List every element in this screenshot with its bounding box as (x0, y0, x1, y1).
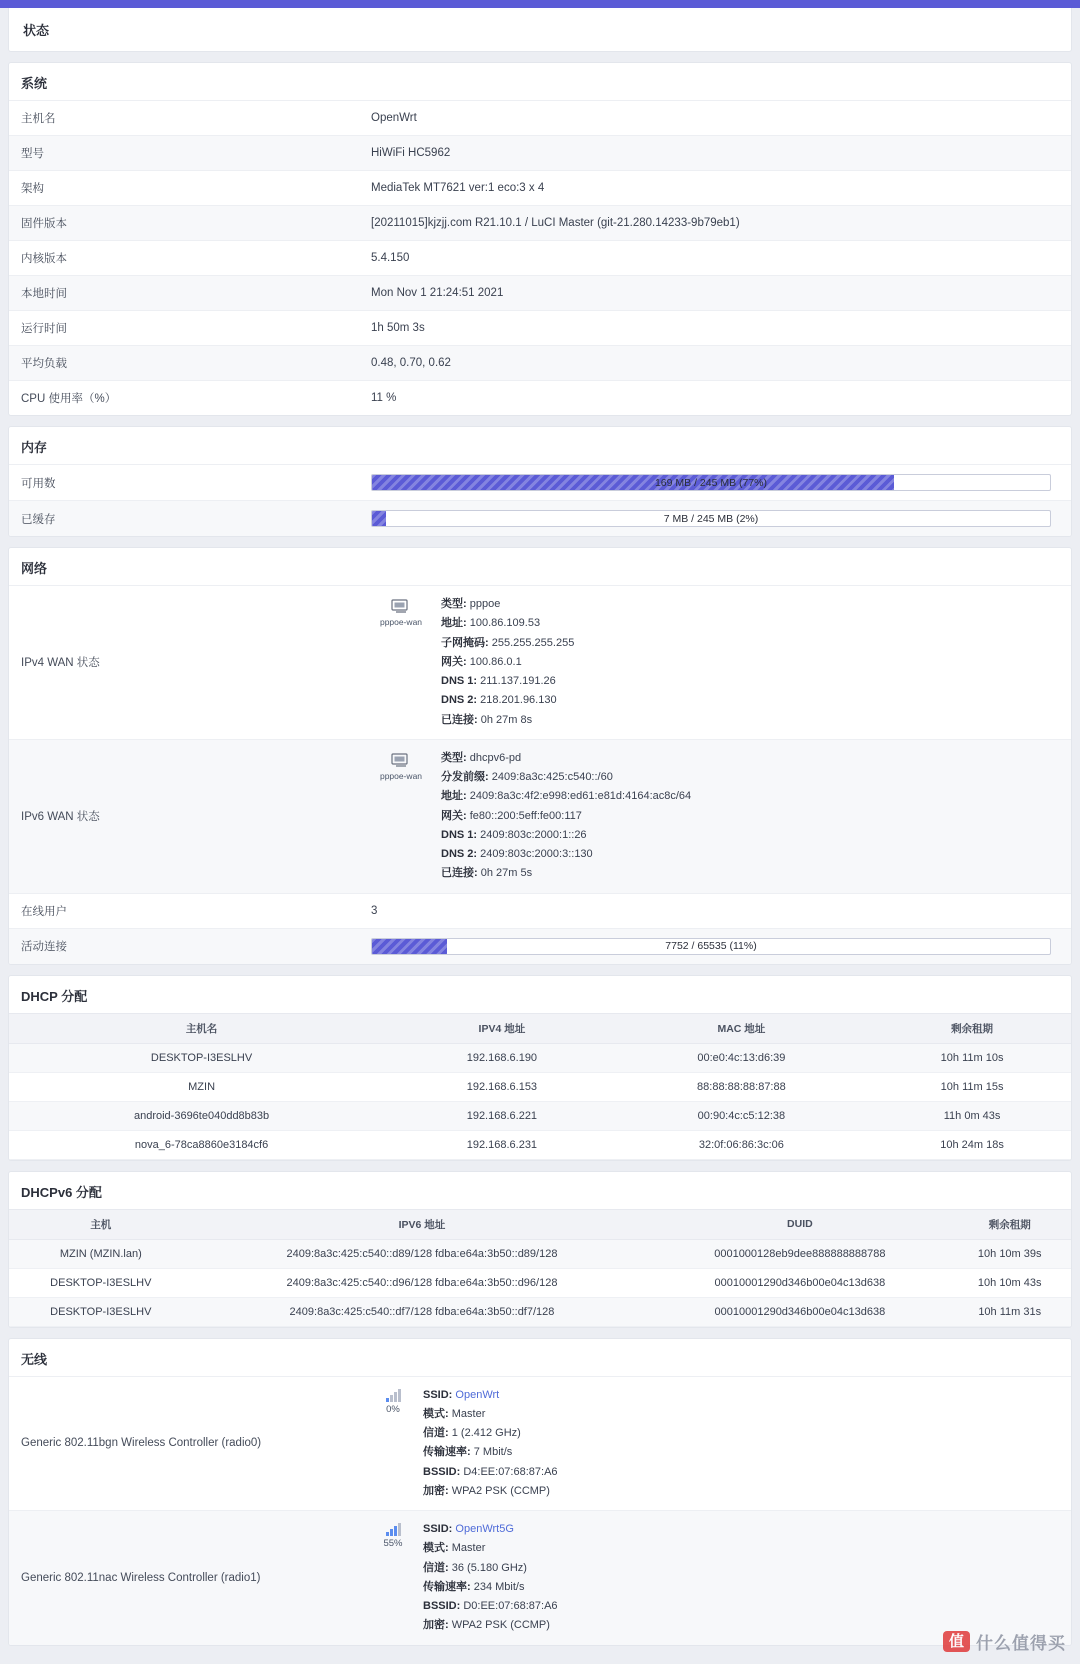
table-row (9, 1130, 1071, 1159)
column-header: 主机名 (9, 1013, 394, 1043)
detail-line (423, 1597, 558, 1616)
detail-value: 2409:803c:2000:3::130 (480, 848, 593, 860)
detail-value: 100.86.0.1 (469, 655, 522, 668)
bar-label: 7 MB / 245 MB (2%) (663, 512, 759, 525)
detail-line (441, 653, 574, 672)
cell-hostname: android-3696te040dd8b83b (9, 1101, 394, 1130)
table-row (9, 101, 1071, 136)
interface-icon-block (371, 595, 431, 627)
dhcp-card (8, 975, 1072, 1161)
detail-key: 加密: (423, 1619, 449, 1632)
ethernet-icon (390, 597, 412, 615)
wireless-table (9, 1376, 1071, 1645)
system-card (8, 62, 1072, 416)
row-label: 运行时间 (21, 323, 67, 335)
signal-quality: 55% (383, 1538, 403, 1549)
memory-card (8, 426, 1072, 537)
detail-value: D0:EE:07:68:87:A6 (463, 1600, 558, 1612)
column-header: 剩余租期 (948, 1209, 1071, 1239)
detail-line (441, 634, 574, 653)
cell-duid: 0001000128eb9dee888888888788 (651, 1239, 948, 1268)
dhcpv6-card (8, 1171, 1072, 1328)
table-row (9, 346, 1071, 381)
watermark-text: 什么值得买 (976, 1633, 1066, 1653)
interface-name: pppoe-wan (379, 770, 423, 781)
detail-value: D4:EE:07:68:87:A6 (463, 1465, 558, 1478)
radio1-label: Generic 802.11nac Wireless Controller (radio1) (21, 1571, 261, 1584)
signal-strength-radio0 (371, 1386, 415, 1415)
row-label: 本地时间 (21, 288, 67, 300)
detail-value: WPA2 PSK (CCMP) (451, 1619, 550, 1632)
detail-value: fe80::200:5eff:fe00:117 (469, 809, 582, 822)
table-row (9, 1511, 1071, 1645)
cell-host: DESKTOP-I3ESLHV (9, 1268, 193, 1297)
detail-value: dhcpv6-pd (469, 751, 522, 764)
radio0-label: Generic 802.11bgn Wireless Controller (radio0) (21, 1437, 262, 1450)
detail-line (441, 595, 574, 614)
row-value (359, 586, 1071, 740)
ethernet-icon (390, 751, 412, 769)
table-header-row (9, 1209, 1071, 1239)
radio0-details (423, 1386, 558, 1502)
cell-lease: 10h 10m 39s (948, 1239, 1071, 1268)
network-table (9, 585, 1071, 964)
table-row (9, 739, 1071, 893)
active-connections-bar (371, 938, 1051, 955)
detail-key: 类型: (441, 598, 467, 610)
column-header: IPV4 地址 (394, 1013, 610, 1043)
table-row (9, 276, 1071, 311)
detail-value: Master (451, 1407, 486, 1420)
signal-bars-icon (371, 1388, 415, 1402)
row-label: 主机名 (21, 113, 56, 125)
network-card (8, 547, 1072, 965)
row-value: MediaTek MT7621 ver:1 eco:3 x 4 (371, 182, 545, 194)
table-row (9, 1043, 1071, 1072)
detail-key: BSSID: (423, 1465, 461, 1478)
detail-key: SSID: (423, 1523, 453, 1535)
detail-value: 2409:803c:2000:1::26 (480, 828, 587, 841)
detail-line (423, 1520, 558, 1539)
cell-lease: 10h 11m 31s (948, 1297, 1071, 1326)
detail-key: 已连接: (441, 867, 478, 880)
row-label: 型号 (21, 148, 44, 160)
table-row (9, 206, 1071, 241)
table-row (9, 1072, 1071, 1101)
dhcpv6-heading: DHCPv6 分配 (21, 1184, 102, 1200)
detail-key: 子网掩码: (441, 636, 489, 649)
detail-key: 加密: (423, 1484, 449, 1497)
detail-key: 地址: (441, 790, 467, 803)
detail-key: DNS 2: (441, 694, 478, 707)
detail-value: 100.86.109.53 (469, 617, 541, 630)
cell-lease: 10h 11m 10s (873, 1043, 1071, 1072)
dhcp-heading: DHCP 分配 (21, 988, 88, 1004)
detail-line (423, 1539, 558, 1558)
table-row (9, 136, 1071, 171)
row-label: 固件版本 (21, 218, 67, 230)
detail-value: 218.201.96.130 (480, 694, 557, 707)
row-label: 在线用户 (21, 905, 67, 918)
cell-lease: 11h 0m 43s (873, 1101, 1071, 1130)
table-row (9, 501, 1071, 537)
table-row (9, 928, 1071, 964)
detail-value: 211.137.191.26 (480, 675, 556, 687)
detail-value: 2409:8a3c:4f2:e998:ed61:e81d:4164:ac8c/64 (469, 790, 692, 803)
row-value (359, 465, 1071, 501)
detail-line (423, 1424, 558, 1443)
dhcpv6-table (9, 1209, 1071, 1327)
memory-heading: 内存 (21, 440, 48, 455)
detail-key: 模式: (423, 1407, 449, 1420)
detail-line (441, 711, 574, 730)
detail-key: 类型: (441, 751, 467, 764)
ipv4-wan-details (441, 595, 574, 730)
detail-key: 分发前缀: (441, 771, 489, 783)
row-value (359, 501, 1071, 537)
detail-key: DNS 2: (441, 848, 478, 860)
row-label: 已缓存 (21, 513, 56, 526)
radio1-details (423, 1520, 558, 1636)
signal-strength-radio1 (371, 1520, 415, 1549)
bar-label: 169 MB / 245 MB (77%) (654, 476, 768, 489)
detail-line (441, 787, 691, 806)
detail-key: DNS 1: (441, 828, 478, 841)
cell-mac: 32:0f:06:86:3c:06 (610, 1130, 874, 1159)
page-title: 状态 (23, 23, 50, 38)
cell-host: DESKTOP-I3ESLHV (9, 1297, 193, 1326)
detail-value: 0h 27m 8s (480, 713, 533, 726)
detail-key: 信道: (423, 1427, 449, 1439)
cell-lease: 10h 24m 18s (873, 1130, 1071, 1159)
table-row (9, 1376, 1071, 1511)
table-row (9, 1101, 1071, 1130)
detail-line (423, 1578, 558, 1597)
cell-duid: 00010001290d346b00e04c13d638 (651, 1297, 948, 1326)
detail-value: 234 Mbit/s (473, 1580, 525, 1593)
detail-line (423, 1559, 558, 1578)
column-header: 剩余租期 (873, 1013, 1071, 1043)
detail-line (423, 1616, 558, 1635)
detail-value: pppoe (469, 598, 501, 610)
table-header-row (9, 1013, 1071, 1043)
row-label: IPv4 WAN 状态 (21, 657, 100, 670)
table-row (9, 311, 1071, 346)
detail-value: 0h 27m 5s (480, 867, 533, 880)
ssid-link[interactable]: OpenWrt5G (455, 1523, 514, 1535)
memory-available-bar (371, 474, 1051, 491)
detail-key: SSID: (423, 1388, 453, 1401)
detail-line (423, 1482, 558, 1501)
interface-name: pppoe-wan (379, 617, 423, 627)
row-label: 平均负载 (21, 358, 67, 370)
column-header: 主机 (9, 1209, 193, 1239)
detail-key: 传输速率: (423, 1580, 471, 1593)
system-table (9, 100, 1071, 415)
detail-key: 网关: (441, 655, 467, 668)
detail-line (441, 807, 691, 826)
table-row (9, 241, 1071, 276)
watermark (943, 1629, 1066, 1654)
table-row (9, 893, 1071, 928)
ssid-link[interactable]: OpenWrt (455, 1388, 500, 1401)
detail-line (441, 826, 691, 845)
cell-ipv4: 192.168.6.231 (394, 1130, 610, 1159)
row-value: 3 (371, 904, 378, 917)
detail-value: WPA2 PSK (CCMP) (451, 1484, 550, 1497)
network-heading: 网络 (21, 561, 48, 576)
detail-value: 1 (2.412 GHz) (451, 1427, 521, 1439)
wireless-heading: 无线 (21, 1351, 48, 1367)
row-label: 活动连接 (21, 941, 67, 953)
detail-line (423, 1386, 558, 1405)
table-row (9, 1239, 1071, 1268)
detail-key: 已连接: (441, 713, 478, 726)
column-header: IPV6 地址 (193, 1209, 652, 1239)
detail-line (423, 1443, 558, 1462)
detail-key: 信道: (423, 1561, 449, 1574)
detail-value: 2409:8a3c:425:c540::/60 (491, 771, 613, 783)
row-value: OpenWrt (371, 112, 417, 124)
detail-value: 7 Mbit/s (473, 1446, 513, 1459)
row-value: [20211015]kjzjj.com R21.10.1 / LuCI Master (git-21.280.14233-9b79eb1) (371, 217, 740, 229)
radio1-value (359, 1511, 1071, 1645)
row-label: IPv6 WAN 状态 (21, 811, 100, 824)
cell-hostname: MZIN (9, 1072, 394, 1101)
detail-key: DNS 1: (441, 675, 478, 687)
bar-label: 7752 / 65535 (11%) (665, 940, 757, 952)
detail-line (441, 768, 691, 787)
detail-value: 255.255.255.255 (491, 636, 575, 649)
wireless-card (8, 1338, 1072, 1646)
row-label: 架构 (21, 183, 44, 195)
detail-line (441, 864, 691, 883)
row-value: HiWiFi HC5962 (371, 147, 451, 159)
cell-ipv6: 2409:8a3c:425:c540::df7/128 fdba:e64a:3b50::df7/128 (193, 1297, 652, 1326)
detail-line (441, 845, 691, 864)
row-value (359, 739, 1071, 893)
column-header: MAC 地址 (610, 1013, 874, 1043)
cell-ipv4: 192.168.6.190 (394, 1043, 610, 1072)
cell-lease: 10h 11m 15s (873, 1072, 1071, 1101)
row-value: 1h 50m 3s (371, 322, 425, 334)
table-row (9, 1268, 1071, 1297)
table-row (9, 586, 1071, 740)
detail-value: Master (451, 1542, 486, 1555)
detail-line (441, 614, 574, 633)
table-row (9, 381, 1071, 416)
interface-icon-block (371, 749, 431, 781)
table-row (9, 1297, 1071, 1326)
detail-line (441, 749, 691, 768)
memory-table (9, 464, 1071, 536)
cell-lease: 10h 10m 43s (948, 1268, 1071, 1297)
top-accent-bar (0, 0, 1080, 8)
cell-mac: 00:e0:4c:13:d6:39 (610, 1043, 874, 1072)
cell-duid: 00010001290d346b00e04c13d638 (651, 1268, 948, 1297)
row-label: CPU 使用率（%） (21, 393, 117, 405)
cell-mac: 88:88:88:88:87:88 (610, 1072, 874, 1101)
cell-host: MZIN (MZIN.lan) (9, 1239, 193, 1268)
cell-hostname: DESKTOP-I3ESLHV (9, 1043, 394, 1072)
memory-cached-bar (371, 510, 1051, 527)
row-value: 0.48, 0.70, 0.62 (371, 357, 451, 369)
cell-hostname: nova_6-78ca8860e3184cf6 (9, 1130, 394, 1159)
status-header-card (8, 8, 1072, 52)
detail-value: 36 (5.180 GHz) (451, 1561, 527, 1574)
signal-bars-icon (371, 1522, 415, 1536)
detail-key: 传输速率: (423, 1446, 471, 1459)
cell-ipv4: 192.168.6.221 (394, 1101, 610, 1130)
detail-line (441, 672, 574, 691)
cell-ipv4: 192.168.6.153 (394, 1072, 610, 1101)
detail-key: BSSID: (423, 1600, 461, 1612)
dhcp-table (9, 1013, 1071, 1160)
cell-mac: 00:90:4c:c5:12:38 (610, 1101, 874, 1130)
row-value: 5.4.150 (371, 252, 410, 264)
row-value: Mon Nov 1 21:24:51 2021 (371, 287, 504, 299)
detail-line (441, 691, 574, 710)
row-label: 内核版本 (21, 253, 67, 265)
detail-key: 网关: (441, 809, 467, 822)
row-value: 11 % (371, 392, 397, 404)
ipv6-wan-details (441, 749, 691, 884)
cell-ipv6: 2409:8a3c:425:c540::d96/128 fdba:e64a:3b50::d96/128 (193, 1268, 652, 1297)
signal-quality: 0% (386, 1403, 400, 1415)
system-heading: 系统 (21, 76, 48, 91)
radio0-value (359, 1376, 1071, 1511)
row-label: 可用数 (21, 477, 56, 490)
detail-key: 地址: (441, 617, 467, 630)
table-row (9, 171, 1071, 206)
table-row (9, 465, 1071, 501)
cell-ipv6: 2409:8a3c:425:c540::d89/128 fdba:e64a:3b50::d89/128 (193, 1239, 652, 1268)
watermark-badge: 值 (943, 1631, 970, 1652)
detail-line (423, 1405, 558, 1424)
row-value (359, 928, 1071, 964)
column-header: DUID (651, 1209, 948, 1239)
detail-key: 模式: (423, 1542, 449, 1555)
detail-line (423, 1463, 558, 1482)
